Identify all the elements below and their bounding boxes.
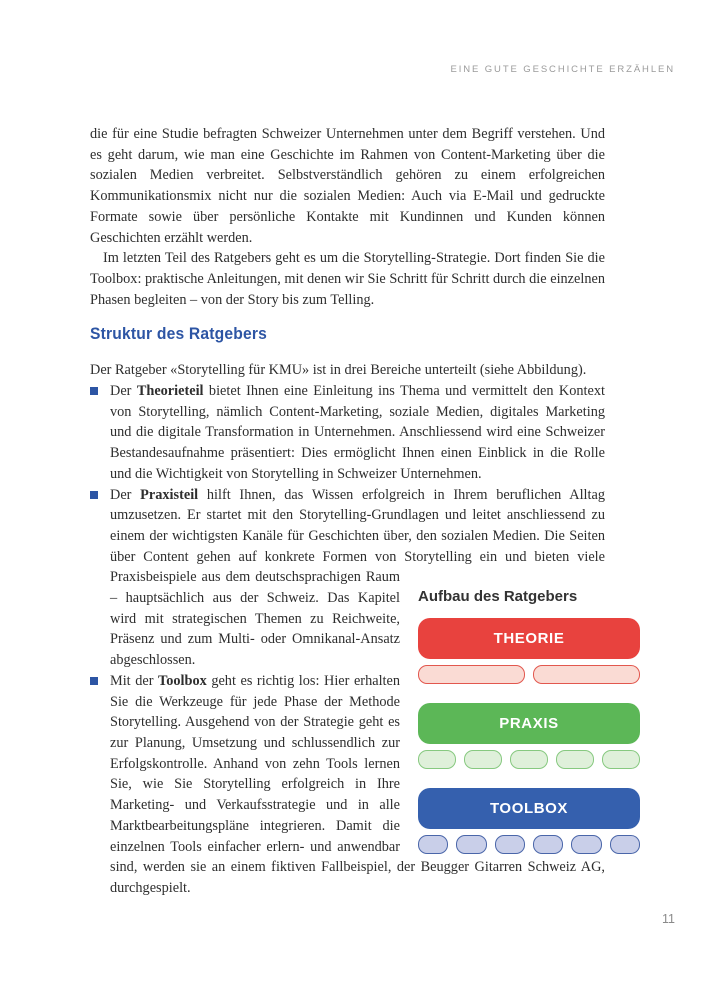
bullet-text-before-figure: hilft Ihnen, das Wissen erfolgreich in Ihrem beruflichen Alltag umzusetzen. Er startet mit den Storytelling-Grundlagen und leitet anschliessend zu einem der wichtigsten Kanäle für Geschichten über, den sozialen Medien. Die Seiten über Content gehen auf konkrete Formen von Storytelling ein und bieten viele Praxisbeispiele aus dem deutschsprachigen Raum	[110, 486, 605, 586]
bullet-bold-term: Toolbox	[158, 672, 207, 689]
paragraph-intro-continuation: die für eine Studie befragten Schweizer Unternehmen unter dem Begriff verstehen. Und es geht darum, wie man eine Geschichte im Rahmen von Content-Marketing über die sozialen Medien verbreitet. Selbstverständlich gehören zu einem erfolgreichen Kommunikationsmix nicht nur die sozialen Medien: Auch via E-Mail und gedruckte Formate sowie über persönliche Kontakte mit Kundinnen und Kunden können Geschichten erzählt werden.	[90, 126, 605, 246]
bullet-text-rest: geht es richtig los: Hier erhalten Sie die Werkzeuge für jede Phase der Methode Storytelling. Ausgehend von der Strategie geht es zur Planung, Umsetzung und schlussendlich zur Erfolgskontrolle. Anhand von zehn Tools lernen Sie, wie Sie Storytelling erfolgreich in Ihre Marketing- und Verkaufsstrategie und in alle Marktbearbeitungspläne integrieren. Damit die einzelnen Tools einfacher erlern- und anwendbar sind, werden sie an einem fiktiven Fallbeispiel, der Beugger Gitarren Schweiz AG, durchgespielt.	[110, 672, 605, 896]
figure-sub-box	[602, 750, 640, 769]
figure-box-theorie: THEORIE	[418, 618, 640, 659]
page-content	[90, 124, 605, 899]
figure-box-praxis: PRAXIS	[418, 703, 640, 744]
figure-title: Aufbau des Ratgebers	[418, 588, 578, 606]
figure-sub-box	[610, 835, 640, 854]
bullet-bold-term: Theorieteil	[136, 383, 204, 400]
page-number: 11	[662, 912, 675, 926]
paragraph-structure-intro: Der Ratgeber «Storytelling für KMU» ist in drei Bereiche unterteilt (siehe Abbildung).	[90, 362, 587, 379]
bullet-square-icon	[90, 491, 98, 499]
bullet-square-icon	[90, 677, 98, 685]
bullet-item-theorieteil	[90, 381, 605, 485]
bullet-text-prefix: Mit der	[110, 672, 159, 689]
bullet-text-prefix: Der	[110, 383, 137, 400]
structure-bullet-list	[90, 381, 605, 899]
paragraph-toolbox-teaser: Im letzten Teil des Ratgebers geht es um die Storytelling-Strategie. Dort finden Sie die Toolbox: praktische Anleitungen, mit denen wir Sie Schritt für Schritt durch die einzelnen Phasen begleiten – von der Story bis zum Telling.	[90, 250, 605, 308]
bullet-bold-term: Praxisteil	[140, 486, 199, 503]
bullet-text-prefix: Der	[110, 486, 141, 503]
bullet-text-rest: bietet Ihnen eine Einleitung ins Thema und vermittelt den Kontext von Storytelling, nämlich Content-Marketing, soziale Medien, digitales Marketing und die digitale Transformation in Unternehmen. Anschliessend wird eine Schweizer Bestandesaufnahme präsentiert: Dies ermöglicht Ihnen einen Einblick in die Rolle und die Wichtigkeit von Storytelling in Schweizer Unternehmen.	[110, 383, 605, 482]
bullet-item-toolbox	[90, 671, 605, 899]
section-heading	[90, 324, 605, 344]
running-header: EINE GUTE GESCHICHTE ERZÄHLEN	[450, 64, 675, 75]
bullet-text-after-figure: – hauptsächlich aus der Schweiz. Das Kapitel wird mit strategischen Themen zu Reichweite, Präsenz und zum Multi- oder Omnikanal-Ansatz abgeschlossen.	[110, 590, 400, 669]
bullet-square-icon	[90, 387, 98, 395]
figure-box-toolbox: TOOLBOX	[418, 788, 640, 829]
section-heading-text: Struktur des Ratgebers	[90, 324, 268, 344]
